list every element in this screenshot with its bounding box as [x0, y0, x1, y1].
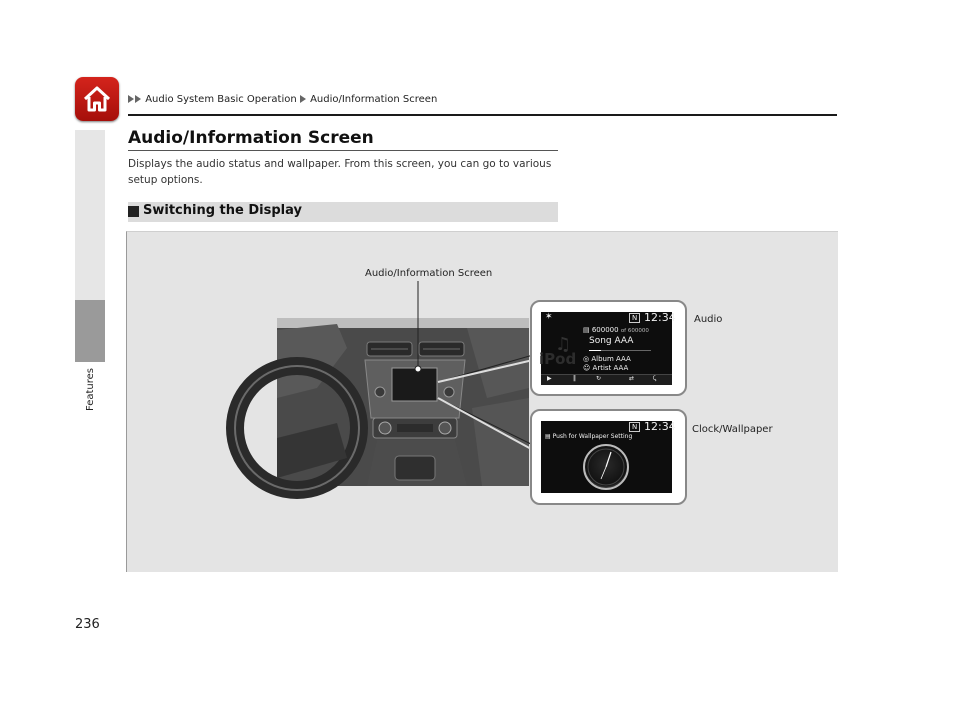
repeat-icon[interactable]: ↻ [596, 375, 602, 382]
mode-indicator: N [629, 313, 640, 323]
play-icon[interactable]: ▶ [547, 375, 552, 382]
artist-name: Artist AAA [592, 364, 629, 372]
shuffle-icon[interactable]: ⇄ [629, 375, 635, 382]
progress-bar [589, 350, 651, 351]
clock-time: 12:34 [644, 420, 676, 433]
side-section-label: Features [85, 368, 96, 411]
album-name: Album AAA [591, 355, 631, 363]
clock-screen-callout [530, 409, 687, 505]
page-title: Audio/Information Screen [128, 128, 374, 148]
breadcrumb-link-audio-system[interactable]: Audio System Basic Operation [145, 94, 297, 105]
music-note-icon: ♫ [555, 334, 572, 355]
pause-icon[interactable]: ‖ [573, 375, 576, 382]
wallpaper-prompt-text: Push for Wallpaper Setting [552, 433, 633, 440]
mode-indicator: N [629, 422, 640, 432]
audio-screen-callout [530, 300, 687, 396]
track-number-row: ▤ 600000 of 600000 [583, 326, 649, 334]
source-watermark: iPod [539, 350, 577, 368]
clock-time: 12:34 [644, 311, 676, 324]
bluetooth-icon: ✶ [545, 312, 553, 322]
track-total: of 600000 [620, 328, 649, 334]
page-number: 236 [75, 617, 100, 632]
shuffle-all-icon[interactable]: ⤹ [653, 375, 657, 382]
track-number: 600000 [591, 326, 619, 334]
audio-screen [539, 311, 676, 384]
wallpaper-prompt[interactable]: ▤ Push for Wallpaper Setting [545, 433, 633, 440]
clock-wallpaper-label: Clock/Wallpaper [692, 424, 773, 435]
song-title: Song AAA [589, 336, 634, 346]
analog-clock-icon [582, 443, 630, 491]
screen-pointer-label: Audio/Information Screen [365, 268, 493, 279]
playback-controls [541, 374, 672, 385]
audio-label: Audio [694, 314, 723, 325]
album-row: ◎ Album AAA [583, 355, 631, 363]
breadcrumb-current[interactable]: Audio/Information Screen [310, 94, 438, 105]
page-description: Displays the audio status and wallpaper. From this screen, you can go to various setup options. [128, 158, 552, 186]
artist-row: ☺ Artist AAA [583, 364, 629, 372]
subsection-title: Switching the Display [143, 203, 302, 218]
clock-screen [541, 420, 676, 493]
